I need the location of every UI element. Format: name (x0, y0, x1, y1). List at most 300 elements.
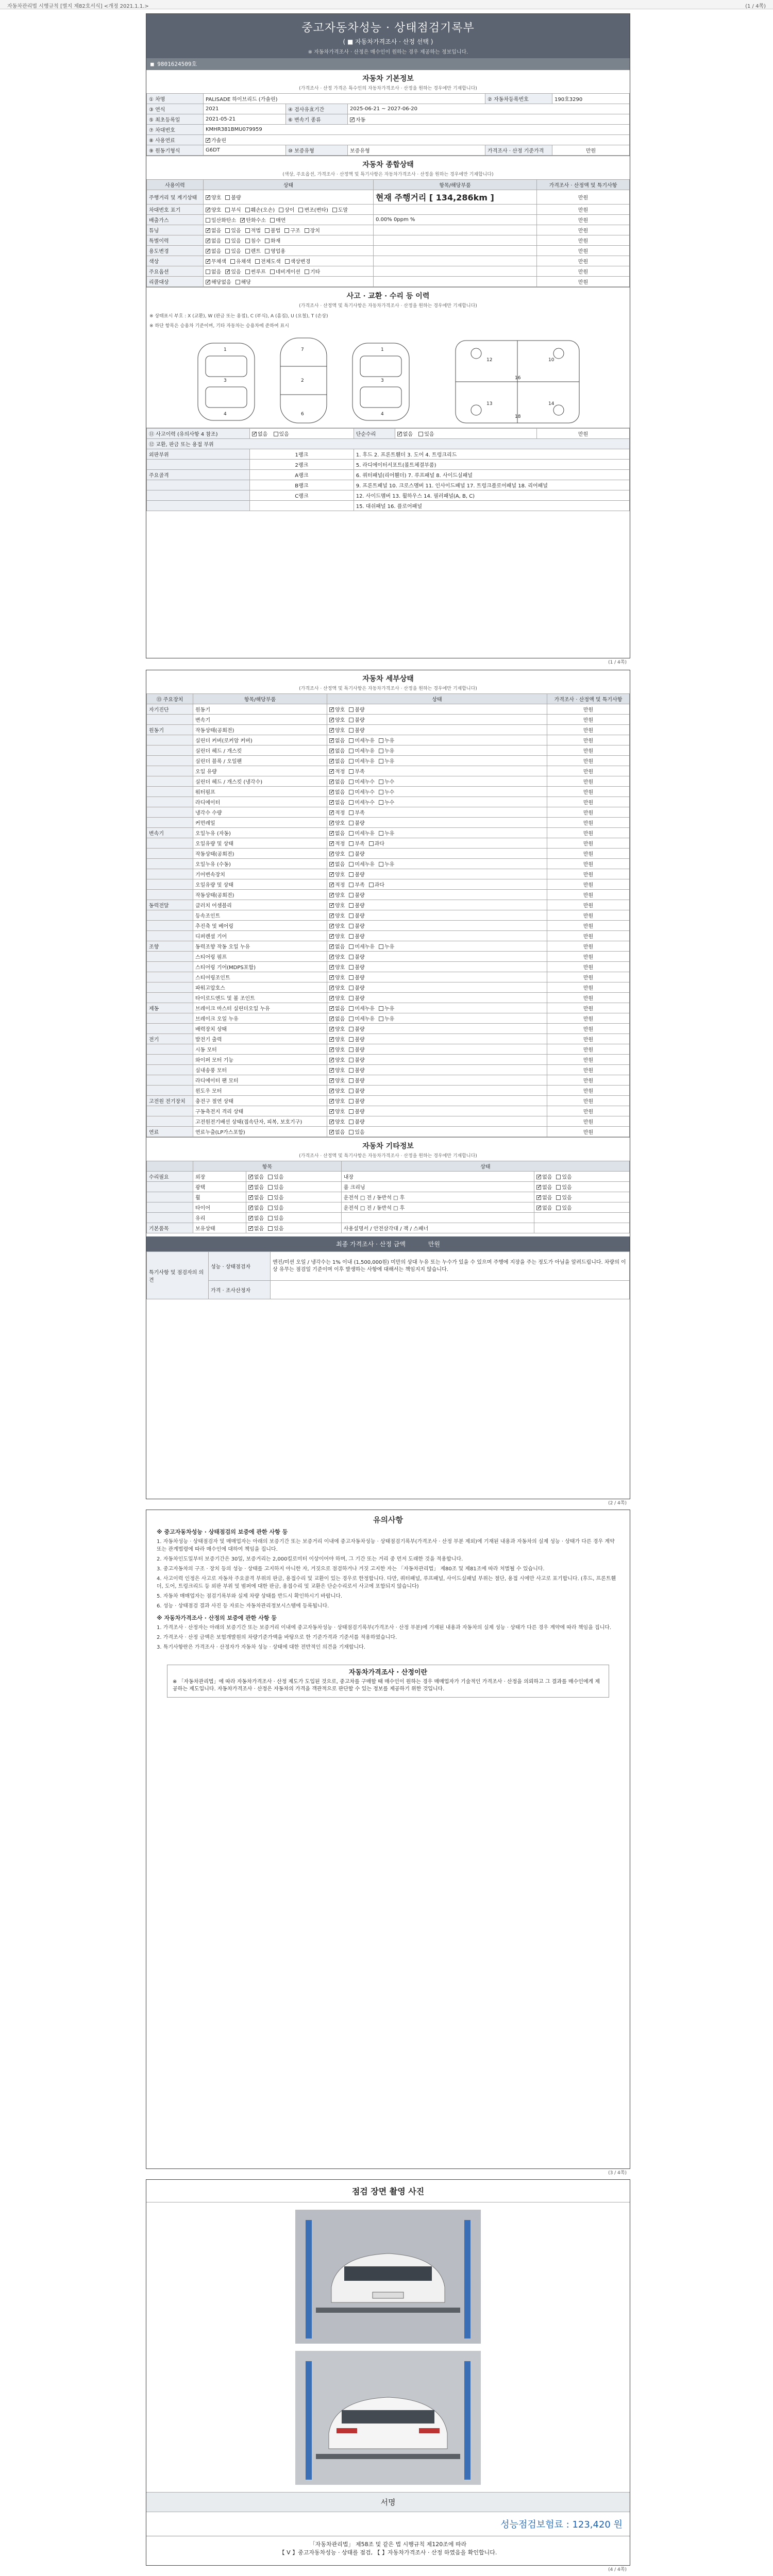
part-list: 12. 사이드멤버 13. 휠하우스 14. 필러패널(A, B, C) (354, 490, 629, 501)
checkbox (349, 1058, 354, 1062)
row-label: 배출가스 (147, 215, 204, 225)
detail-row (147, 941, 630, 952)
detail-options: ✓ 양호 불량 (327, 1034, 547, 1044)
detail-group (147, 1065, 193, 1075)
part-group: 외판부위 (147, 449, 250, 460)
row-label: 리콜대상 (147, 277, 204, 287)
checkbox-checked (248, 1185, 253, 1190)
detail-group (147, 890, 193, 900)
detail-row (147, 982, 630, 993)
detail-price: 만원 (547, 900, 630, 910)
document-subtitle: ( ■ 자동차가격조사 · 산정 선택 ) (343, 38, 433, 45)
detail-group (147, 735, 193, 745)
section-subtitle: (색상, 주요옵션, 가격조사 · 산정액 및 특기사항은 자동차가격조사 · 산정을 원하는 경우에만 기재합니다) (282, 172, 494, 177)
checkbox-checked (350, 117, 355, 122)
etc-item-b: 내장 (341, 1172, 534, 1182)
detail-options: ✓ 적정 부족 과다 (327, 838, 547, 849)
row-options: ✓ 무채색 유채색 전체도색 색상변경 (204, 256, 374, 266)
etc-item-b (341, 1213, 534, 1223)
summary-row (147, 266, 630, 277)
detail-row (147, 859, 630, 869)
detail-options: ✓ 양호 불량 (327, 1065, 547, 1075)
checkbox-checked (329, 883, 334, 887)
detail-group (147, 745, 193, 756)
detail-price: 만원 (547, 807, 630, 818)
detail-options: ✓ 양호 불량 (327, 715, 547, 725)
detail-item: 작동상태(공회전) (193, 849, 327, 859)
detail-group (147, 838, 193, 849)
checkbox-checked (329, 707, 334, 712)
detail-options: ✓ 없음 미세누수 누수 (327, 776, 547, 787)
part-group (147, 501, 250, 511)
row-options: ✓ 없음 있음 적법 불법 구조 장치 (204, 225, 374, 235)
checkbox-checked (329, 924, 334, 928)
detail-item: 오일 유량 (193, 766, 327, 776)
checkbox (285, 259, 290, 264)
etc-options-a: ✓ 없음 있음 (246, 1182, 341, 1192)
detail-price: 만원 (547, 879, 630, 890)
detail-item: 라디에이터 팬 모터 (193, 1075, 327, 1086)
detail-row (147, 993, 630, 1003)
checkbox-checked (248, 1226, 253, 1231)
svg-text:2: 2 (301, 378, 304, 383)
svg-text:16: 16 (515, 376, 521, 381)
checkbox-checked (329, 831, 334, 836)
special-label: 특기사항 및 점검자의 의견 (147, 1252, 209, 1299)
checkbox (369, 883, 374, 887)
part-row (147, 449, 630, 460)
final-price-title: 최종 가격조사 · 산정 금액 (335, 1241, 406, 1248)
detail-group (147, 1013, 193, 1024)
detail-row (147, 704, 630, 715)
detail-group (147, 910, 193, 921)
row-detail (374, 235, 537, 246)
checkbox-checked (252, 432, 257, 436)
detail-price: 만원 (547, 1075, 630, 1086)
detail-row (147, 890, 630, 900)
detail-options: ✓ 양호 불량 (327, 900, 547, 910)
detail-group (147, 1075, 193, 1086)
etc-group: 수리필요 (147, 1172, 193, 1182)
detail-row (147, 725, 630, 735)
checkbox (349, 759, 354, 764)
row-price: 만원 (537, 246, 630, 256)
label-period: ④ 검사유효기간 (286, 104, 348, 114)
etc-options-b: ✓ 없음 있음 (534, 1192, 630, 1202)
checkbox (379, 831, 383, 836)
detail-item: 스티어링 펌프 (193, 952, 327, 962)
etc-item-b: 운전석 □ 전 / 동반석 □ 후 (341, 1192, 534, 1202)
detail-price: 만원 (547, 776, 630, 787)
transmission-value: ✓ 자동 (348, 114, 630, 125)
detail-price: 만원 (547, 828, 630, 838)
col-detail: 항목/해당부품 (374, 180, 537, 190)
etc-group: 기본품목 (147, 1223, 193, 1233)
detail-group (147, 1024, 193, 1034)
detail-price: 만원 (547, 1127, 630, 1137)
notice-item: 5. 자동차 매매업자는 점검기록부와 실제 차량 상태를 반드시 확인하시기 바랍니다. (157, 1594, 343, 1599)
detail-group (147, 1055, 193, 1065)
detail-table (146, 693, 630, 1137)
motor-value: G6DT (204, 145, 286, 156)
detail-group: 자기진단 (147, 704, 193, 715)
special-appraiser: 가격 · 조사산정자 (209, 1281, 271, 1299)
signature-title: 서명 (146, 2492, 630, 2512)
checkbox-checked (329, 810, 334, 815)
detail-row (147, 952, 630, 962)
checkbox (379, 1016, 383, 1021)
row-label: 주요옵션 (147, 266, 204, 277)
checkbox-checked (329, 790, 334, 794)
checkbox (349, 852, 354, 856)
checkbox-checked (329, 944, 334, 949)
repair-label: 단순수리 (354, 429, 395, 439)
detail-options: ✓ 양호 불량 (327, 910, 547, 921)
section-subtitle: (가격조사 · 산정액 및 특기사항은 자동차가격조사 · 산정을 원하는 경우에만 기재합니다) (299, 1154, 477, 1159)
checkbox (349, 965, 354, 970)
detail-price: 만원 (547, 962, 630, 972)
etc-item-a: 휠 (193, 1192, 246, 1202)
accident-label: ⑪ 사고이력 (유의사항 4 참조) (147, 429, 250, 439)
fuel-value: ✓ 가솔린 (204, 135, 630, 145)
detail-item: 작동상태(공회전) (193, 890, 327, 900)
detail-item: 오일유량 및 상태 (193, 838, 327, 849)
detail-item: 오일누유 (자동) (193, 828, 327, 838)
detail-options: ✓ 양호 불량 (327, 869, 547, 879)
section-title: 자동차 종합상태 (362, 161, 414, 169)
detail-options: ✓ 없음 미세누수 누수 (327, 787, 547, 797)
vin-value: KMHR381BMU079959 (204, 125, 630, 135)
detail-group (147, 952, 193, 962)
first-reg-value: 2021-05-21 (204, 114, 286, 125)
checkbox (225, 239, 230, 243)
document-title: 중고자동차성능 · 상태점검기록부 (301, 22, 475, 35)
detail-row (147, 879, 630, 890)
part-rank: A랭크 (250, 470, 354, 480)
document-number: ■ 9801624509호 (146, 58, 630, 70)
inspection-photo-front (295, 2210, 481, 2344)
detail-price: 만원 (547, 1106, 630, 1116)
checkbox (379, 944, 383, 949)
warranty-value: 보증유형 (348, 145, 485, 156)
car-diagram (146, 330, 630, 428)
detail-group (147, 797, 193, 807)
part-row (147, 470, 630, 480)
detail-row (147, 1003, 630, 1013)
legend-note-2: ※ 하단 항목은 승용차 기준이며, 기타 자동차는 승용차에 준하여 표시 (149, 324, 289, 329)
notice-item: 2. 자동차인도일부터 보증기간은 30일, 보증거리는 2,000킬로미터 이상이어야 하며, 그 기간 또는 거리 중 먼저 도래한 것을 적용합니다. (157, 1556, 463, 1562)
detail-row (147, 910, 630, 921)
checkbox (255, 259, 260, 264)
row-price: 만원 (537, 225, 630, 235)
detail-row (147, 1044, 630, 1055)
checkbox (265, 249, 270, 253)
detail-item: 커먼레일 (193, 818, 327, 828)
detail-item: 기어변속장치 (193, 869, 327, 879)
detail-group (147, 962, 193, 972)
checkbox (379, 790, 383, 794)
label-first-reg: ⑤ 최초등록일 (147, 114, 204, 125)
row-options: 없음✓ 있음 썬루프 네비게이션 기타 (204, 266, 374, 277)
page-number: (4 / 4쪽) (608, 2567, 627, 2572)
car-name-value: PALISADE 하이브리드 (가솔린) (204, 94, 485, 104)
checkbox (270, 269, 275, 274)
detail-price: 만원 (547, 890, 630, 900)
checkbox (349, 800, 354, 805)
part-row (147, 501, 630, 511)
detail-item: 실린더 블록 / 오일팬 (193, 756, 327, 766)
checkbox-checked (225, 269, 230, 274)
detail-options: ✓ 양호 불량 (327, 1096, 547, 1106)
accident-price: 만원 (537, 429, 630, 439)
detail-options: ✓ 양호 불량 (327, 704, 547, 715)
accident-section (146, 287, 630, 511)
row-price: 만원 (537, 256, 630, 266)
detail-item: 브레이크 마스터 실린더오일 누유 (193, 1003, 327, 1013)
detail-group (147, 859, 193, 869)
etc-options-a: ✓ 없음 있음 (246, 1202, 341, 1213)
insurance-fee: 성능점검보험료 : 123,420 원 (500, 2519, 623, 2530)
basic-info-table (146, 93, 630, 156)
row-detail (374, 277, 537, 287)
checkbox-checked (329, 913, 334, 918)
detail-options: ✓ 없음 미세누유 누유 (327, 941, 547, 952)
checkbox-checked (329, 1027, 334, 1031)
detail-row (147, 1065, 630, 1075)
checkbox (349, 749, 354, 753)
checkbox (349, 903, 354, 908)
detail-options: ✓ 양호 불량 (327, 952, 547, 962)
svg-text:13: 13 (486, 401, 493, 406)
detail-row (147, 972, 630, 982)
detail-options: ✓ 없음 있음 (327, 1127, 547, 1137)
checkbox-checked (329, 1058, 334, 1062)
detail-item: 디퍼렌셜 기어 (193, 931, 327, 941)
detail-item: 구동축전지 격리 상태 (193, 1106, 327, 1116)
row-options: ✓ 양호 불량 (204, 190, 374, 205)
checkbox-checked (329, 1047, 334, 1052)
detail-price: 만원 (547, 1024, 630, 1034)
notice-item: 3. 특기사항란은 가격조사 · 산정자가 자동차 성능 · 상태에 대한 전반적인 의견을 기재합니다. (157, 1645, 365, 1650)
checkbox (225, 208, 230, 212)
checkbox-checked (329, 996, 334, 1001)
checkbox-checked (206, 259, 210, 264)
appraisal-box-text: ※ 「자동차관리법」에 따라 자동차가격조사 · 산정 제도가 도입된 것으로, 중고차를 구매할 때 매수인이 원하는 경우 매매업자가 기술적인 가격조사 · 산정을 의뢰하고 그 결과를 매수인에게 제공하는 제도입니다. 자동차가격조사 · 산정은 자동차의 가격을 객관적으로 판단할 수 있는 정보를 제공하기 위한 것입니다. (173, 1679, 600, 1692)
checkbox (349, 1130, 354, 1134)
checkbox-checked (329, 862, 334, 867)
etc-row (147, 1172, 630, 1182)
row-options: ✓ 없음 있음 렌트 영업용 (204, 246, 374, 256)
detail-group (147, 879, 193, 890)
detail-item: 충전구 절연 상태 (193, 1096, 327, 1106)
checkbox (245, 269, 250, 274)
accident-options: ✓ 없음 있음 (250, 429, 354, 439)
checkbox-checked (397, 432, 402, 436)
row-label: 용도변경 (147, 246, 204, 256)
part-rank: 2랭크 (250, 460, 354, 470)
col-item: 사용이력 (147, 180, 204, 190)
detail-group (147, 931, 193, 941)
detail-price: 만원 (547, 1013, 630, 1024)
detail-group (147, 776, 193, 787)
detail-options: ✓ 양호 불량 (327, 1055, 547, 1065)
detail-options: ✓ 양호 불량 (327, 890, 547, 900)
detail-options: ✓ 양호 불량 (327, 1024, 547, 1034)
detail-row (147, 715, 630, 725)
checkbox-checked (329, 779, 334, 784)
col-status: 상태 (204, 180, 374, 190)
detail-row (147, 1024, 630, 1034)
checkbox (556, 1206, 561, 1210)
detail-group (147, 807, 193, 818)
summary-row (147, 235, 630, 246)
checkbox (349, 718, 354, 722)
detail-row (147, 849, 630, 859)
row-detail: 현재 주행거리 [ 134,286km ] (374, 190, 537, 205)
detail-options: ✓ 없음 미세누수 누수 (327, 797, 547, 807)
checkbox-checked (329, 759, 334, 764)
checkbox-checked (329, 1120, 334, 1124)
detail-row (147, 838, 630, 849)
label-reg-no: ② 자동차등록번호 (485, 94, 552, 104)
row-detail: 0.00% 0ppm % (374, 215, 537, 225)
detail-group (147, 1106, 193, 1116)
part-rank: 1랭크 (250, 449, 354, 460)
detail-price: 만원 (547, 931, 630, 941)
checkbox (349, 975, 354, 980)
checkbox-checked (329, 1089, 334, 1093)
detail-item: 실내송풍 모터 (193, 1065, 327, 1075)
detail-group (147, 1044, 193, 1055)
detail-options: ✓ 양호 불량 (327, 962, 547, 972)
checkbox-checked (329, 903, 334, 908)
col-main: ⑬ 주요장치 (147, 694, 193, 704)
detail-group: 제동 (147, 1003, 193, 1013)
detail-price: 만원 (547, 745, 630, 756)
etc-item-a: 보유상태 (193, 1223, 246, 1233)
etc-options-a: ✓ 없음 있음 (246, 1213, 341, 1223)
section-subtitle: (가격조사 · 산정액 및 특기사항은 자동차가격조사 · 산정을 원하는 경우에만 기재합니다) (299, 686, 477, 691)
checkbox (349, 1047, 354, 1052)
detail-price: 만원 (547, 859, 630, 869)
row-options: ✓ 없음 있음 침수 화재 (204, 235, 374, 246)
svg-text:12: 12 (486, 358, 493, 363)
summary-row (147, 225, 630, 235)
page-1 (146, 13, 630, 665)
part-row (147, 490, 630, 501)
summary-row (147, 256, 630, 266)
year-value: 2021 (204, 104, 286, 114)
notice-list-1 (157, 1538, 619, 1610)
final-price-bar (146, 1236, 630, 1251)
checkbox (349, 1078, 354, 1083)
svg-text:10: 10 (548, 358, 554, 363)
part-list: 1. 후드 2. 프론트휀더 3. 도어 4. 트렁크리드 (354, 449, 629, 460)
label-warranty: ⑩ 보증유형 (286, 145, 348, 156)
checkbox-checked (329, 1006, 334, 1011)
detail-options: ✓ 적정 부족 (327, 766, 547, 776)
checkbox-checked (329, 975, 334, 980)
appraisal-box-title: 자동차가격조사 · 산정이란 (348, 1669, 428, 1676)
detail-group (147, 766, 193, 776)
detail-price: 만원 (547, 941, 630, 952)
detail-row (147, 869, 630, 879)
detail-item: 와이퍼 모터 기능 (193, 1055, 327, 1065)
detail-item: 실린더 헤드 / 개스킷 (193, 745, 327, 756)
checkbox (298, 208, 303, 212)
detail-row (147, 921, 630, 931)
checkbox-checked (329, 1037, 334, 1042)
checkbox-checked (536, 1206, 541, 1210)
section-title: 자동차 기타정보 (362, 1142, 414, 1150)
detail-options: ✓ 양호 불량 (327, 982, 547, 993)
checkbox (265, 239, 270, 243)
part-group (147, 490, 250, 501)
document-header (146, 14, 630, 58)
detail-price: 만원 (547, 1116, 630, 1127)
checkbox-checked (329, 728, 334, 733)
section-title: 사고 · 교환 · 수리 등 이력 (346, 292, 430, 300)
checkbox (349, 893, 354, 897)
etc-table (146, 1161, 630, 1233)
checkbox (349, 831, 354, 836)
detail-options: ✓ 없음 미세누유 누유 (327, 735, 547, 745)
etc-options-b: ✓ 없음 있음 (534, 1172, 630, 1182)
detail-row (147, 1116, 630, 1127)
detail-item: 타이로드엔드 및 볼 조인트 (193, 993, 327, 1003)
checkbox (349, 841, 354, 846)
detail-group: 연료 (147, 1127, 193, 1137)
detail-options: ✓ 양호 불량 (327, 1044, 547, 1055)
car-photo-icon (295, 2351, 481, 2485)
detail-item: 변속기 (193, 715, 327, 725)
detail-group (147, 921, 193, 931)
notice-item: 4. 사고이력 인정은 사고로 자동차 주요골격 부위의 판금, 용접수리 및 교환이 있는 경우로 한정합니다. 다만, 쿼터패널, 루프패널, 사이드실패널 부위는 절단, 용접 시에만 사고로 표기합니다. (후드, 프론트휀더, 도어, 트렁크리드 등 외판 부위 및 범퍼에 대한 판금, 용접수리 및 교환은 단순수리로서 사고에 포함되지 않습니다) (157, 1576, 616, 1589)
label-car-name: ① 차명 (147, 94, 204, 104)
detail-item: 라디에이터 (193, 797, 327, 807)
etc-row (147, 1182, 630, 1192)
checkbox (279, 208, 283, 212)
notice-heading-2: ※ 자동차가격조사 · 산정의 보증에 관한 사항 등 (157, 1615, 277, 1621)
detail-row (147, 735, 630, 745)
detail-price: 만원 (547, 818, 630, 828)
row-label: 특별이력 (147, 235, 204, 246)
detail-item: 윈도우 모터 (193, 1086, 327, 1096)
checkbox-checked (329, 718, 334, 722)
checkbox (206, 218, 210, 223)
detail-options: ✓ 양호 불량 (327, 1086, 547, 1096)
checkbox-checked (329, 1078, 334, 1083)
checkbox (268, 1216, 273, 1221)
col-state: 상태 (327, 694, 547, 704)
detail-price: 만원 (547, 1034, 630, 1044)
detail-item: 발전기 출력 (193, 1034, 327, 1044)
detail-price: 만원 (547, 1096, 630, 1106)
part-group (147, 460, 250, 470)
detail-row (147, 1013, 630, 1024)
part-rank: B랭크 (250, 480, 354, 490)
label-year: ③ 연식 (147, 104, 204, 114)
detail-row (147, 1034, 630, 1044)
etc-row (147, 1202, 630, 1213)
page-indicator: (1 / 4쪽) (745, 4, 766, 9)
checkbox-checked (206, 228, 210, 233)
detail-price: 만원 (547, 797, 630, 807)
detail-options: ✓ 없음 미세누유 누유 (327, 1013, 547, 1024)
inspection-photo-rear (295, 2351, 481, 2485)
detail-group (147, 1116, 193, 1127)
checkbox-checked (329, 1130, 334, 1134)
